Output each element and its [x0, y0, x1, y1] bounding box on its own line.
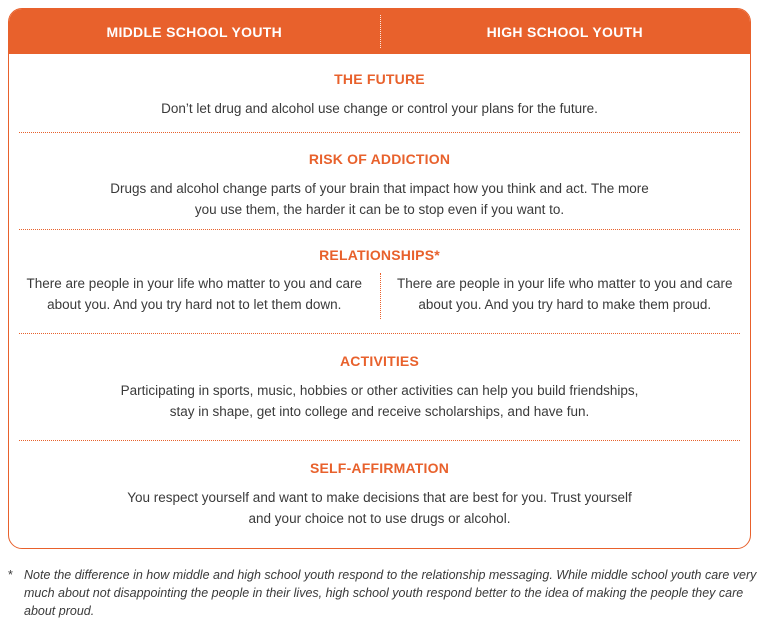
section-title: SELF-AFFIRMATION: [309, 460, 450, 476]
relationships-split: [9, 273, 750, 315]
row-divider: [19, 440, 740, 441]
text-line: stay in shape, get into college and receive scholarships, and have fun.: [169, 404, 590, 419]
section-title: ACTIVITIES: [339, 353, 419, 369]
text-line: You respect yourself and want to make decisions that are best for you. Trust yourself: [127, 490, 632, 505]
header-middle-school: MIDDLE SCHOOL YOUTH: [106, 23, 283, 40]
section-text: Don’t let drug and alcohol use change or control your plans for the future.: [161, 101, 598, 116]
text-line: Participating in sports, music, hobbies or other activities can help you build friendships,: [120, 383, 639, 398]
text-line: There are people in your life who matter to you and care: [397, 276, 733, 291]
section-relationships: [9, 247, 750, 315]
section-activities: [9, 353, 750, 422]
row-divider: [19, 333, 740, 334]
text-line: There are people in your life who matter to you and care: [26, 276, 362, 291]
column-divider: [380, 273, 381, 319]
text-line: and your choice not to use drugs or alcohol.: [248, 511, 511, 526]
relationships-middle-school: [9, 273, 380, 315]
section-self-affirmation: [9, 460, 750, 529]
comparison-table: [8, 8, 751, 549]
section-risk-of-addiction: [9, 151, 750, 220]
text-line: Drugs and alcohol change parts of your brain that impact how you think and act. The more: [110, 181, 649, 196]
text-line: about you. And you try hard to make them proud.: [418, 297, 712, 312]
section-title: RISK OF ADDICTION: [308, 151, 451, 167]
header-high-school: HIGH SCHOOL YOUTH: [486, 23, 643, 40]
section-future: [9, 71, 750, 119]
relationships-high-school: [380, 273, 751, 315]
footnote-marker: *: [8, 568, 13, 582]
table-header: [9, 9, 750, 54]
section-text: [9, 178, 750, 220]
footnote: [8, 566, 760, 620]
text-line: about you. And you try hard not to let them down.: [47, 297, 342, 312]
text-line: you use them, the harder it can be to stop even if you want to.: [194, 202, 565, 217]
row-divider: [19, 229, 740, 230]
section-text: [9, 380, 750, 422]
section-text: [9, 487, 750, 529]
row-divider: [19, 132, 740, 133]
section-title: THE FUTURE: [334, 71, 425, 87]
footnote-text: Note the difference in how middle and high school youth respond to the relationship messaging. While middle school youth care very much about not disappointing the people in their lives, high school youth respond better to the idea of making the people they care about proud.: [24, 568, 757, 618]
section-title: RELATIONSHIPS*: [319, 247, 440, 263]
header-divider: [380, 15, 381, 48]
